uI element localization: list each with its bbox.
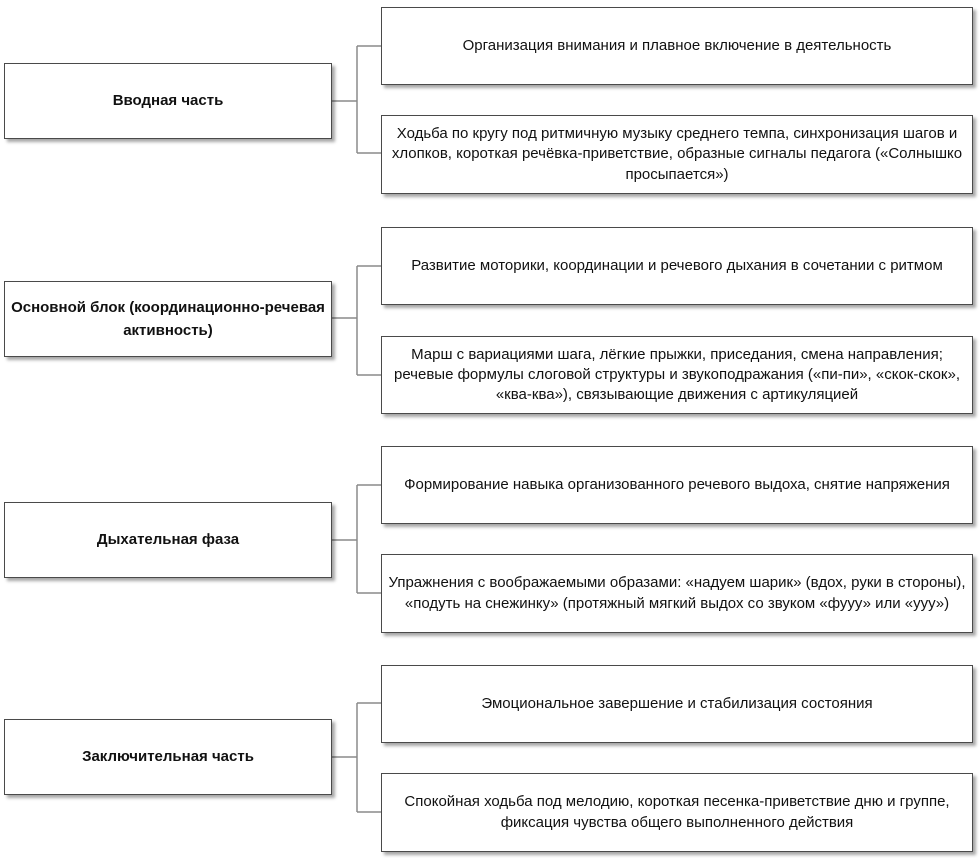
connector-group-2 [332, 266, 381, 375]
content-text: Ходьба по кругу под ритмичную музыку среднего темпа, синхронизация шагов и хлопков, короткая речёвка-приветствие, образные сигналы педагога («Солнышко просыпается») [391, 125, 963, 183]
phase-title: Дыхательная фаза [96, 531, 240, 549]
phase-box-breathing [4, 502, 332, 578]
connector-group-4 [332, 703, 381, 812]
phase-box-main [4, 281, 332, 357]
content-text: Марш с вариациями шага, лёгкие прыжки, приседания, смена направления; речевые формулы слоговой структуры и звукоподражания («пи-пи», «скок-скок», «ква-ква»), связывающие движения с артикуляцией [393, 345, 961, 404]
phase-title: Вводная часть [112, 92, 224, 110]
content-text: Упражнения с воображаемыми образами: «надуем шарик» (вдох, руки в стороны), «подуть на снежинку» (протяжный мягкий выдох со звуком «фууу» или «ууу») [388, 574, 966, 612]
content-box-breathing [381, 554, 973, 633]
content-box-final [381, 773, 973, 852]
goal-box-main [381, 227, 973, 305]
phase-title: Основной блок (координационно-речевая активность) [11, 298, 325, 339]
goal-text: Эмоциональное завершение и стабилизация состояния [481, 694, 873, 712]
phase-box-final [4, 719, 332, 795]
phase-box-intro [4, 63, 332, 139]
goal-box-intro [381, 7, 973, 85]
phase-title: Заключительная часть [82, 748, 254, 766]
content-box-intro [381, 115, 973, 194]
connector-group-3 [332, 485, 381, 593]
connector-group-1 [332, 46, 381, 153]
goal-box-breathing [381, 446, 973, 524]
content-box-main [381, 336, 973, 414]
goal-text: Развитие моторики, координации и речевого дыхания в сочетании с ритмом [411, 256, 943, 274]
goal-text: Формирование навыка организованного речевого выдоха, снятие напряжения [404, 475, 950, 493]
content-text: Спокойная ходьба под мелодию, короткая песенка-приветствие дню и группе, фиксация чувства общего выполненного действия [404, 793, 950, 831]
goal-box-final [381, 665, 973, 743]
goal-text: Организация внимания и плавное включение в деятельность [462, 36, 892, 54]
